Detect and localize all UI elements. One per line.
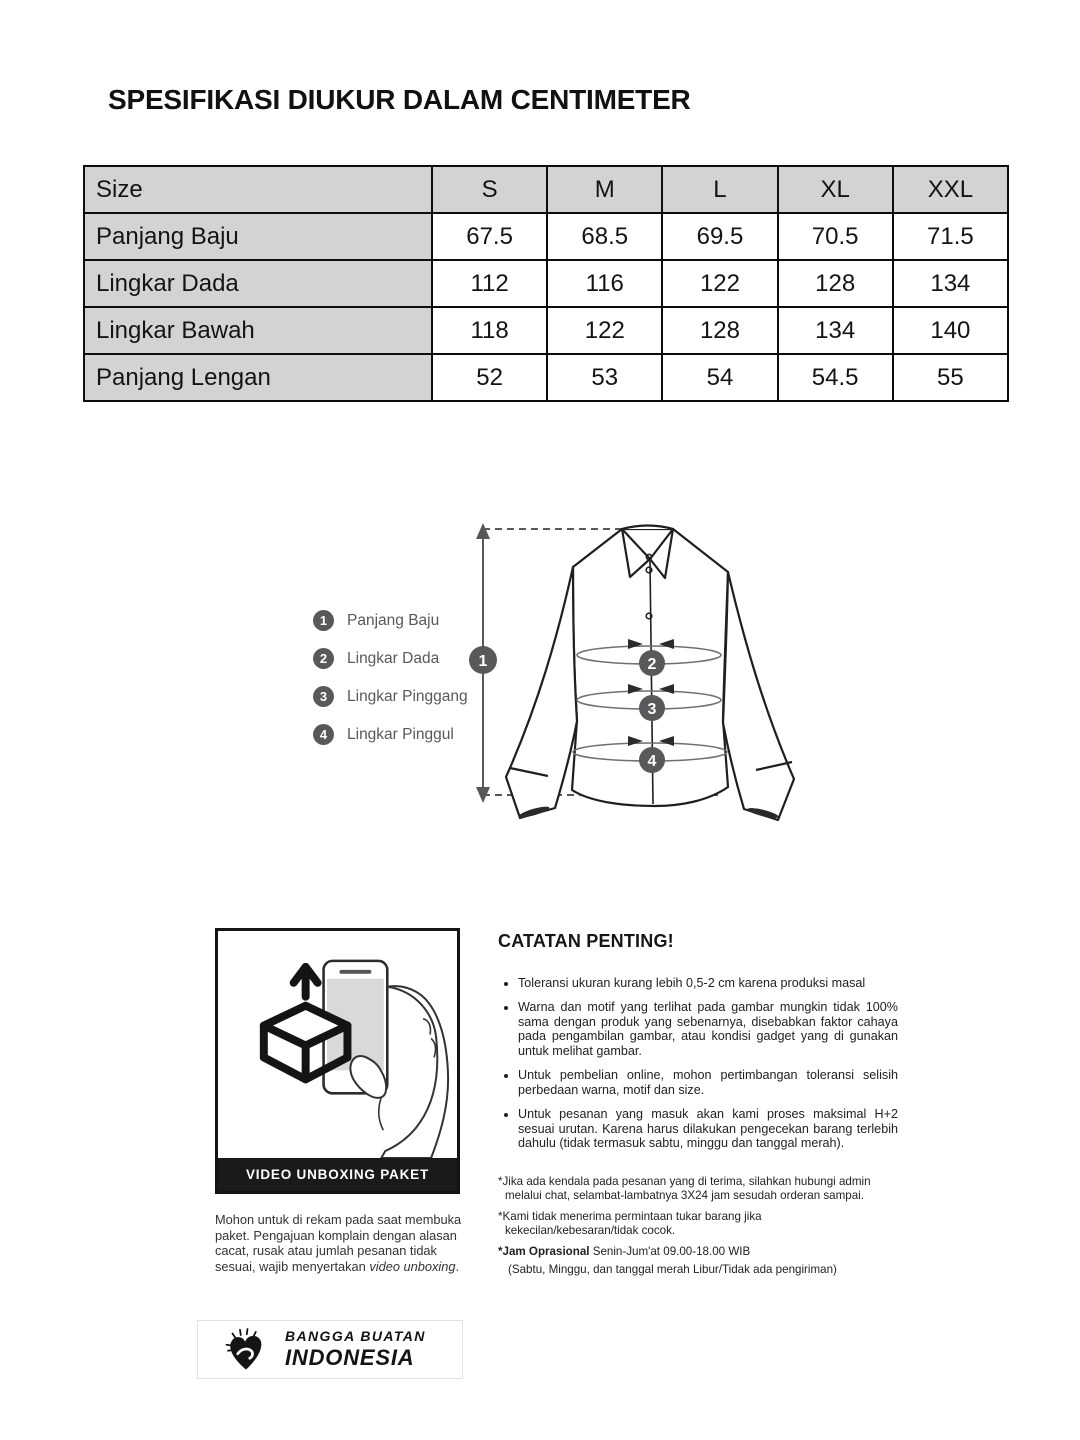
svg-text:4: 4 [647, 753, 657, 770]
svg-text:1: 1 [478, 653, 488, 670]
legend-item [313, 610, 468, 631]
col-header-l: L [662, 166, 777, 213]
table-row [84, 213, 1008, 260]
note-item: • Toleransi ukuran kurang lebih 0,5-2 cm karena produksi masal [518, 976, 898, 990]
shirt-diagram [460, 515, 805, 827]
legend-item [313, 724, 468, 745]
cell: 112 [432, 260, 547, 307]
unboxing-note-text: Mohon untuk di rekam pada saat membuka paket. Pengajuan komplain dengan alasan cacat, rusak atau jumlah pesanan tidak sesuai, wajib menyertakan [215, 1212, 462, 1274]
legend-label: Lingkar Pinggang [347, 687, 468, 705]
table-row [84, 307, 1008, 354]
logo-line1: BANGGA BUATAN [285, 1328, 426, 1344]
footnote-bold: *Jam Oprasional [498, 1244, 590, 1258]
row-label: Panjang Baju [84, 213, 432, 260]
col-header-xl: XL [778, 166, 893, 213]
cell: 134 [893, 260, 1008, 307]
cell: 53 [547, 354, 662, 401]
table-row [84, 354, 1008, 401]
cell: 122 [662, 260, 777, 307]
unboxing-note-italic: video unboxing [369, 1258, 456, 1274]
row-label: Lingkar Bawah [84, 307, 432, 354]
legend-item [313, 648, 468, 669]
footnotes [498, 1175, 898, 1278]
col-header-xxl: XXL [893, 166, 1008, 213]
note-item: • Warna dan motif yang terlihat pada gambar mungkin tidak 100% sama dengan produk yang sebenarnya, disebabkan faktor cahaya pada pengambilan gambar, atau kondisi gadget yang di gunakan untuk melihat gambar. [518, 1000, 898, 1058]
svg-text:3: 3 [647, 701, 657, 718]
legend-number-badge: 3 [313, 686, 334, 707]
note-item: • Untuk pembelian online, mohon pertimbangan toleransi selisih perbedaan warna, motif dan size. [518, 1068, 898, 1097]
row-label: Panjang Lengan [84, 354, 432, 401]
cell: 122 [547, 307, 662, 354]
note-item: • Untuk pesanan yang masuk akan kami proses maksimal H+2 sesuai urutan. Karena harus dilakukan pengecekan barang terlebih dahulu (tidak termasuk sabtu, minggu dan tanggal merah). [518, 1107, 898, 1150]
page-title: SPESIFIKASI DIUKUR DALAM CENTIMETER [108, 84, 691, 115]
legend-label: Lingkar Pinggul [347, 725, 454, 743]
cell: 55 [893, 354, 1008, 401]
cell: 70.5 [778, 213, 893, 260]
cell: 69.5 [662, 213, 777, 260]
legend-label: Panjang Baju [347, 611, 440, 629]
legend-number-badge: 2 [313, 648, 334, 669]
legend-number-badge: 4 [313, 724, 334, 745]
cell: 67.5 [432, 213, 547, 260]
notes-heading: CATATAN PENTING! [498, 931, 674, 951]
size-table [83, 165, 1009, 402]
unboxing-note [215, 1212, 473, 1274]
cell: 68.5 [547, 213, 662, 260]
svg-text:2: 2 [647, 656, 657, 673]
cell: 134 [778, 307, 893, 354]
footnote: (Sabtu, Minggu, dan tanggal merah Libur/Tidak ada pengiriman) [508, 1263, 837, 1277]
measurement-legend [313, 610, 468, 745]
table-row [84, 260, 1008, 307]
unboxing-banner: VIDEO UNBOXING PAKET [218, 1158, 457, 1191]
cell: 54.5 [778, 354, 893, 401]
important-notes-section [498, 931, 898, 1284]
unboxing-illustration [218, 931, 457, 1158]
video-unboxing-box [215, 928, 460, 1194]
unboxing-note-period: . [455, 1258, 460, 1274]
col-header-m: M [547, 166, 662, 213]
logo-line2: INDONESIA [285, 1345, 415, 1370]
cell: 52 [432, 354, 547, 401]
bangga-buatan-indonesia-logo [197, 1320, 463, 1379]
cell: 128 [662, 307, 777, 354]
row-label: Lingkar Dada [84, 260, 432, 307]
logo-text [285, 1328, 426, 1371]
legend-label: Lingkar Dada [347, 649, 440, 667]
footnote: *Kami tidak menerima permintaan tukar barang jika kekecilan/kebesaran/tidak cocok. [498, 1209, 762, 1238]
footnote: *Jika ada kendala pada pesanan yang di terima, silahkan hubungi admin melalui chat, selambat-lambatnya 3X24 jam sesudah orderan sampai. [498, 1174, 871, 1203]
cell: 118 [432, 307, 547, 354]
cell: 71.5 [893, 213, 1008, 260]
cell: 128 [778, 260, 893, 307]
heart-flex-arm-icon [222, 1327, 270, 1373]
legend-item [313, 686, 468, 707]
size-column-header: Size [84, 166, 432, 213]
size-table-header-row [84, 166, 1008, 213]
footnote: *Jam Oprasional Senin-Jum'at 09.00-18.00 WIB [498, 1244, 751, 1258]
cell: 116 [547, 260, 662, 307]
col-header-s: S [432, 166, 547, 213]
legend-number-badge: 1 [313, 610, 334, 631]
notes-list [498, 976, 898, 1151]
cell: 140 [893, 307, 1008, 354]
cell: 54 [662, 354, 777, 401]
